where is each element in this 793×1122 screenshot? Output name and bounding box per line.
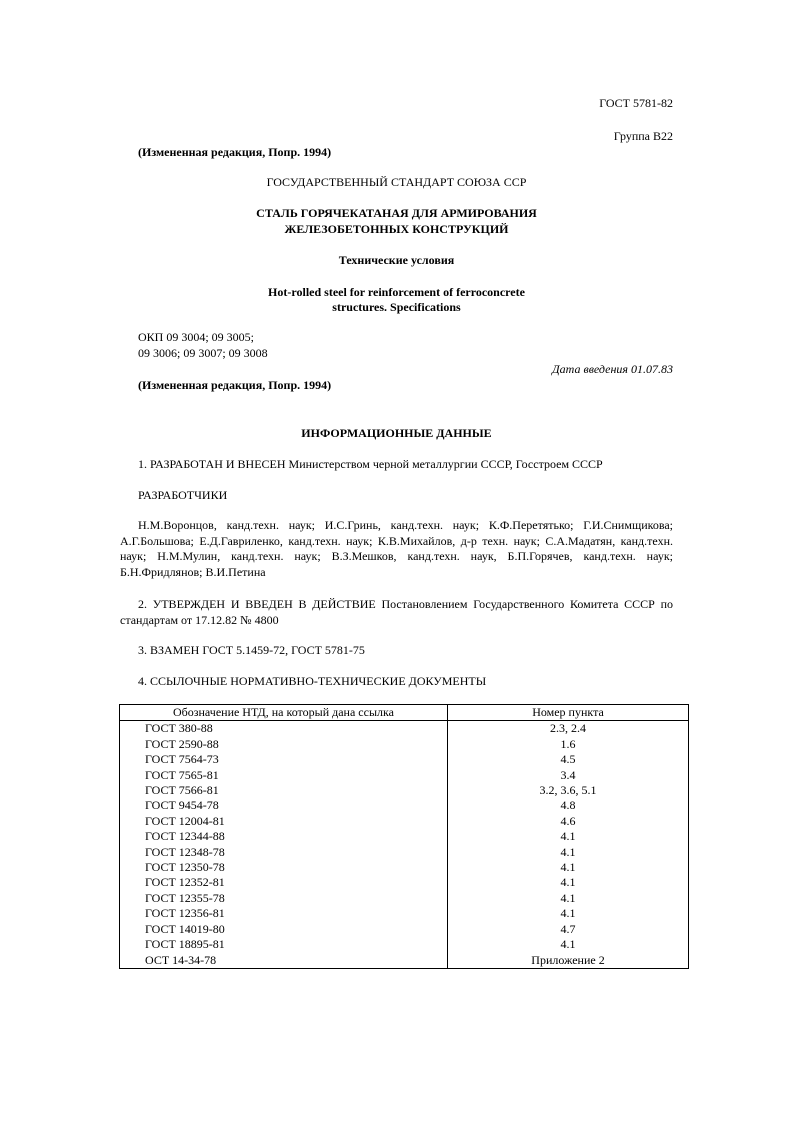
table-row xyxy=(120,829,689,844)
introduction-date: Дата введения 01.07.83 xyxy=(552,362,673,376)
clause-cell: 4.5 xyxy=(448,752,689,767)
document-cell: ОСТ 14-34-78 xyxy=(120,953,448,969)
english-title-line-1: Hot-rolled steel for reinforcement of ferroconcrete xyxy=(268,285,525,299)
clause-cell: 4.1 xyxy=(448,906,689,921)
state-standard-heading: ГОСУДАРСТВЕННЫЙ СТАНДАРТ СОЮЗА ССР xyxy=(266,175,527,189)
document-cell: ГОСТ 12348-78 xyxy=(120,845,448,860)
info-item-4: 4. ССЫЛОЧНЫЕ НОРМАТИВНО-ТЕХНИЧЕСКИЕ ДОКУМЕНТЫ xyxy=(138,674,487,688)
references-table xyxy=(119,704,689,969)
revision-note-bottom: (Измененная редакция, Попр. 1994) xyxy=(138,378,332,392)
clause-cell: 4.1 xyxy=(448,875,689,890)
table-row xyxy=(120,721,689,737)
clause-cell: 4.1 xyxy=(448,891,689,906)
table-row xyxy=(120,737,689,752)
document-cell: ГОСТ 7566-81 xyxy=(120,783,448,798)
table-row xyxy=(120,906,689,921)
okp-line-2: 09 3006; 09 3007; 09 3008 xyxy=(138,346,268,360)
document-cell: ГОСТ 12004-81 xyxy=(120,814,448,829)
group-code: Группа В22 xyxy=(613,129,673,143)
table-row xyxy=(120,860,689,875)
table-row xyxy=(120,752,689,767)
table-row xyxy=(120,783,689,798)
clause-cell: 4.1 xyxy=(448,829,689,844)
clause-cell: 4.1 xyxy=(448,860,689,875)
document-cell: ГОСТ 12356-81 xyxy=(120,906,448,921)
table-row xyxy=(120,922,689,937)
table-row xyxy=(120,798,689,813)
column-header-clause: Номер пункта xyxy=(448,705,689,721)
clause-cell: 3.2, 3.6, 5.1 xyxy=(448,783,689,798)
document-cell: ГОСТ 7564-73 xyxy=(120,752,448,767)
table-row xyxy=(120,937,689,952)
table-row xyxy=(120,953,689,969)
info-item-2: 2. УТВЕРЖДЕН И ВВЕДЕН В ДЕЙСТВИЕ Постановлением Государственного Комитета СССР по стандартам от 17.12.82 № 4800 xyxy=(120,597,673,627)
clause-cell: 4.6 xyxy=(448,814,689,829)
table-header-row xyxy=(120,705,689,721)
table-row xyxy=(120,891,689,906)
clause-cell: 4.7 xyxy=(448,922,689,937)
table-row xyxy=(120,814,689,829)
developers-heading: РАЗРАБОТЧИКИ xyxy=(138,488,228,502)
document-cell: ГОСТ 12350-78 xyxy=(120,860,448,875)
clause-cell: 3.4 xyxy=(448,768,689,783)
clause-cell: 2.3, 2.4 xyxy=(448,721,689,737)
title-line-2: ЖЕЛЕЗОБЕТОННЫХ КОНСТРУКЦИЙ xyxy=(284,222,509,236)
clause-cell: 4.8 xyxy=(448,798,689,813)
document-cell: ГОСТ 12355-78 xyxy=(120,891,448,906)
okp-line-1: ОКП 09 3004; 09 3005; xyxy=(138,330,255,344)
developers-list: Н.М.Воронцов, канд.техн. наук; И.С.Гринь, канд.техн. наук; К.Ф.Перетятько; Г.И.Снимщикова; А.Г.Большова; Е.Д.Гавриленко, канд.техн. наук; К.В.Михайлов, д-р техн. наук; С.А.Мадатян, канд.техн. наук; Н.М.Мулин, канд.техн. наук; В.З.Мешков, канд.техн. наук, Б.П.Горячев, канд.техн. наук; Б.Н.Фридлянов; В.И.Петина xyxy=(120,518,673,579)
document-cell: ГОСТ 380-88 xyxy=(120,721,448,737)
table-row xyxy=(120,845,689,860)
clause-cell: 4.1 xyxy=(448,845,689,860)
document-cell: ГОСТ 18895-81 xyxy=(120,937,448,952)
info-item-3: 3. ВЗАМЕН ГОСТ 5.1459-72, ГОСТ 5781-75 xyxy=(138,643,365,657)
table-row xyxy=(120,875,689,890)
document-cell: ГОСТ 12344-88 xyxy=(120,829,448,844)
document-cell: ГОСТ 12352-81 xyxy=(120,875,448,890)
doc-number: ГОСТ 5781-82 xyxy=(599,96,673,110)
table-row xyxy=(120,768,689,783)
info-item-1: 1. РАЗРАБОТАН И ВНЕСЕН Министерством черной металлургии СССР, Госстроем СССР xyxy=(138,457,603,471)
document-cell: ГОСТ 9454-78 xyxy=(120,798,448,813)
document-cell: ГОСТ 2590-88 xyxy=(120,737,448,752)
document-cell: ГОСТ 7565-81 xyxy=(120,768,448,783)
info-heading: ИНФОРМАЦИОННЫЕ ДАННЫЕ xyxy=(301,426,492,440)
clause-cell: 1.6 xyxy=(448,737,689,752)
english-title-line-2: structures. Specifications xyxy=(332,300,461,314)
subtitle: Технические условия xyxy=(338,253,455,267)
document-cell: ГОСТ 14019-80 xyxy=(120,922,448,937)
title-line-1: СТАЛЬ ГОРЯЧЕКАТАНАЯ ДЛЯ АРМИРОВАНИЯ xyxy=(256,206,537,220)
column-header-document: Обозначение НТД, на который дана ссылка xyxy=(120,705,448,721)
revision-note-top: (Измененная редакция, Попр. 1994) xyxy=(138,145,332,159)
clause-cell: Приложение 2 xyxy=(448,953,689,969)
clause-cell: 4.1 xyxy=(448,937,689,952)
